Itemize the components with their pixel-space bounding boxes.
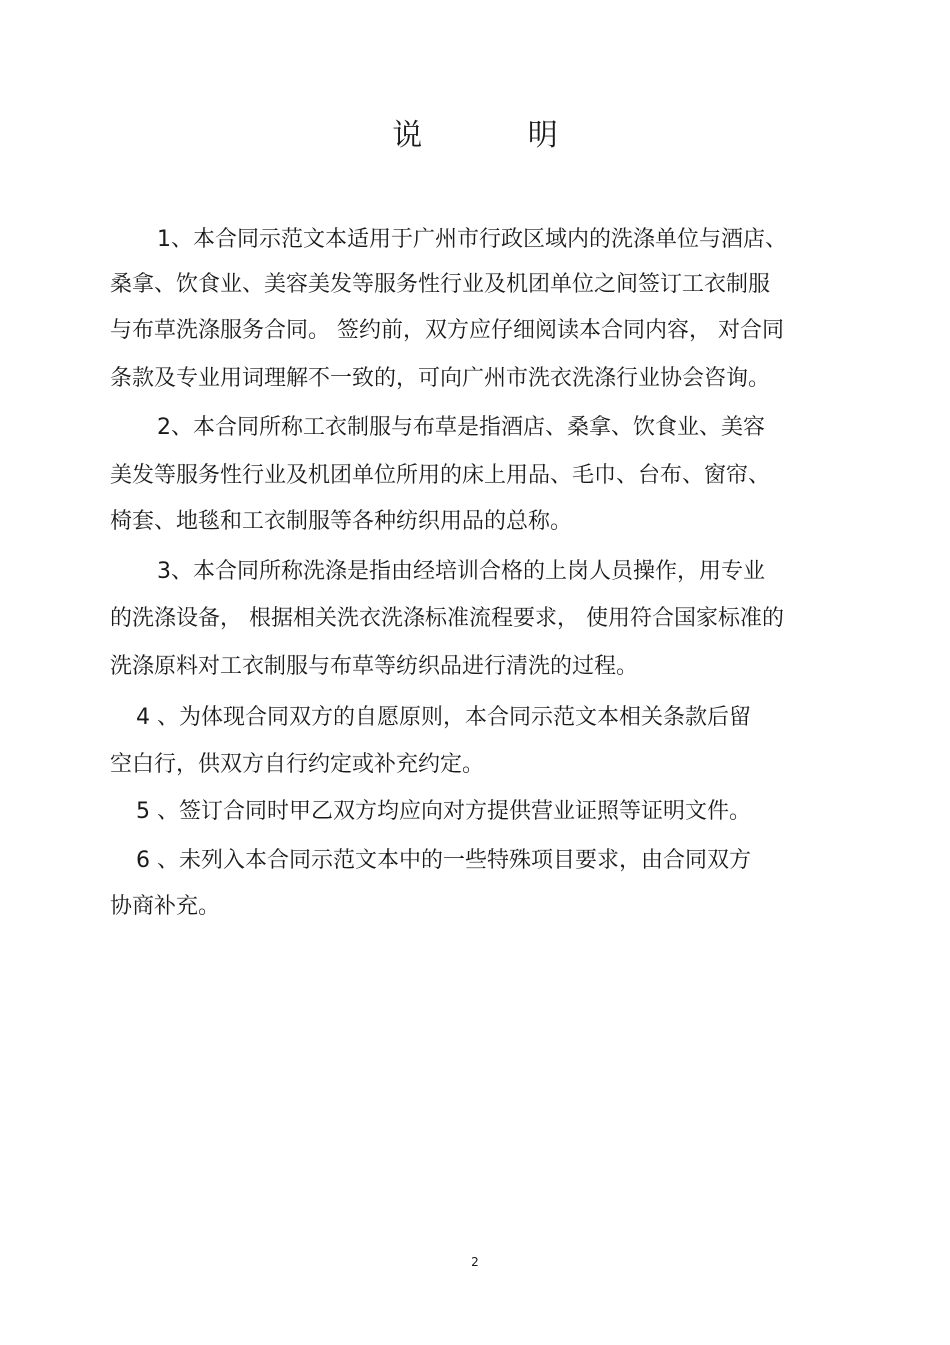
paragraph-1-line-4: 条款及专业用词理解不一致的，可向广州市洗衣洗涤行业协会咨询。: [110, 366, 771, 391]
paragraph-4-line-2: 空白行，供双方自行约定或补充约定。: [110, 752, 485, 777]
page-number: 2: [471, 1255, 479, 1269]
paragraph-6-line-1: 6 、未列入本合同示范文本中的一些特殊项目要求，由合同双方: [136, 848, 751, 873]
paragraph-3-line-3: 洗涤原料对工衣制服与布草等纺织品进行清洗的过程。: [110, 654, 639, 679]
paragraph-2-line-1: 2、本合同所称工衣制服与布草是指酒店、桑拿、饮食业、美容: [157, 415, 765, 440]
paragraph-1-line-1: 1、本合同示范文本适用于广州市行政区域内的洗涤单位与酒店、: [157, 227, 787, 252]
paragraph-2-line-2: 美发等服务性行业及机团单位所用的床上用品、毛巾、台布、窗帘、: [110, 463, 771, 488]
paragraph-4-line-1: 4 、为体现合同双方的自愿原则，本合同示范文本相关条款后留: [136, 705, 751, 730]
paragraph-5-line-1: 5 、签订合同时甲乙双方均应向对方提供营业证照等证明文件。: [136, 799, 751, 824]
page-title: 说 明: [392, 118, 606, 153]
paragraph-2-line-3: 椅套、地毯和工衣制服等各种纺织用品的总称。: [110, 509, 573, 534]
paragraph-3-line-2: 的洗涤设备， 根据相关洗衣洗涤标准流程要求， 使用符合国家标准的: [110, 606, 784, 631]
paragraph-3-line-1: 3、本合同所称洗涤是指由经培训合格的上岗人员操作，用专业: [157, 559, 765, 584]
paragraph-1-line-3: 与布草洗涤服务合同。 签约前，双方应仔细阅读本合同内容， 对合同: [110, 318, 784, 343]
paragraph-6-line-2: 协商补充。: [110, 894, 221, 919]
paragraph-1-line-2: 桑拿、饮食业、美容美发等服务性行业及机团单位之间签订工衣制服: [110, 272, 771, 297]
